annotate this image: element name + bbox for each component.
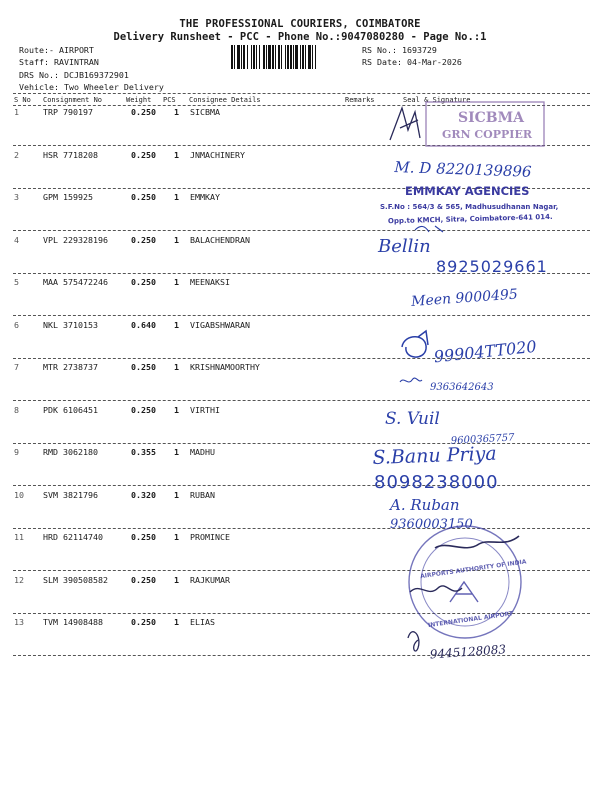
row-sno: 11 xyxy=(14,532,24,542)
row-consignment: MTR 2738737 xyxy=(43,362,98,372)
row-pcs: 1 xyxy=(174,107,179,117)
signature-row-9 xyxy=(372,444,587,494)
row-sno: 13 xyxy=(14,617,24,627)
row-consignment: NKL 3710153 xyxy=(43,319,98,330)
row-divider xyxy=(13,400,590,401)
sicbma-stamp-sub: GRN COPPIER xyxy=(442,128,532,141)
row-consignee: RAJKUMAR xyxy=(190,574,230,585)
emmkay-stamp-name: EMMKAY AGENCIES xyxy=(405,184,530,198)
row-weight: 0.250 xyxy=(131,532,156,542)
handwriting-row-4-phone: 8925029661 xyxy=(436,257,548,276)
handwriting-row-9-name: S.Banu Priya xyxy=(372,442,497,469)
signature-row-4 xyxy=(378,230,588,280)
handwriting-row-2: M. D 8220139896 xyxy=(394,157,532,181)
handwriting-row-5: Meen 9000495 xyxy=(410,286,519,310)
handwriting-row-8-phone: 9600365757 xyxy=(450,432,515,447)
row-sno: 8 xyxy=(14,404,19,415)
handwriting-row-4-name: Bellin xyxy=(378,236,431,257)
row-pcs: 1 xyxy=(174,404,179,415)
signature-row-6 xyxy=(396,325,586,370)
row-pcs: 1 xyxy=(174,574,179,585)
row-sno: 6 xyxy=(14,319,19,330)
row-consignee: ELIAS xyxy=(190,617,215,627)
row-weight: 0.355 xyxy=(131,447,156,457)
emmkay-stamp-address2: Opp.to KMCH, Sitra, Coimbatore-641 014. xyxy=(387,212,553,226)
row-sno: 7 xyxy=(14,362,19,372)
row-pcs: 1 xyxy=(174,149,179,160)
row-consignee: RUBAN xyxy=(190,489,215,500)
handwriting-row-7: 9363642643 xyxy=(430,382,494,393)
row-consignment: MAA 575472246 xyxy=(43,277,108,287)
row-consignment: HRD 62114740 xyxy=(43,532,103,542)
signature-row-2 xyxy=(395,152,595,182)
row-consignee: VIRTHI xyxy=(190,404,220,415)
airport-seal xyxy=(390,520,590,670)
col-weight: Weight xyxy=(126,96,152,104)
col-sno: S No xyxy=(14,96,31,104)
row-pcs: 1 xyxy=(174,617,179,627)
row-consignee: BALACHENDRAN xyxy=(190,234,250,245)
row-consignee: PROMINCE xyxy=(190,532,230,542)
row-weight: 0.320 xyxy=(131,489,156,500)
row-pcs: 1 xyxy=(174,277,179,287)
row-consignment: TRP 790197 xyxy=(43,107,93,117)
drs-number: DRS No.: DCJB169372901 xyxy=(19,70,129,80)
row-pcs: 1 xyxy=(174,447,179,457)
row-pcs: 1 xyxy=(174,234,179,245)
row-consignment: VPL 229328196 xyxy=(43,234,108,245)
row-consignment: HSR 7718208 xyxy=(43,149,98,160)
row-consignee: JNMACHINERY xyxy=(190,149,245,160)
handwriting-row-13: 9445128083 xyxy=(429,642,507,662)
row-sno: 5 xyxy=(14,277,19,287)
row-pcs: 1 xyxy=(174,532,179,542)
row-consignee: SICBMA xyxy=(190,107,220,117)
row-sno: 4 xyxy=(14,234,19,245)
row-weight: 0.250 xyxy=(131,107,156,117)
vehicle-label: Vehicle: Two Wheeler Delivery xyxy=(19,82,164,92)
row-weight: 0.250 xyxy=(131,234,156,245)
row-consignee: VIGABSHWARAN xyxy=(190,319,250,330)
row-consignment: SVM 3821796 xyxy=(43,489,98,500)
airport-seal-line1: AIRPORTS AUTHORITY OF INDIA xyxy=(419,558,527,581)
row-sno: 9 xyxy=(14,447,19,457)
row-weight: 0.250 xyxy=(131,574,156,585)
row-weight: 0.250 xyxy=(131,404,156,415)
row-weight: 0.250 xyxy=(131,277,156,287)
row-weight: 0.250 xyxy=(131,362,156,372)
row-sno: 1 xyxy=(14,107,19,117)
runsheet-title: Delivery Runsheet - PCC - Phone No.:9047080280 - Page No.:1 xyxy=(113,31,487,43)
row-sno: 12 xyxy=(14,574,24,585)
rs-date: RS Date: 04-Mar-2026 xyxy=(362,57,462,67)
row-weight: 0.250 xyxy=(131,617,156,627)
airport-seal-line2: INTERNATIONAL AIRPORT xyxy=(427,610,514,630)
header-top-rule xyxy=(13,93,590,94)
handwriting-row-9-phone: 8098238000 xyxy=(374,472,499,493)
handwriting-row-10-phone: 9360003150 xyxy=(390,517,473,532)
row-consignee: KRISHNAMOORTHY xyxy=(190,362,260,372)
row-consignment: GPM 159925 xyxy=(43,192,93,202)
row-pcs: 1 xyxy=(174,319,179,330)
col-consignment: Consignment No xyxy=(43,96,103,104)
col-signature: Seal & Signature xyxy=(403,96,471,104)
barcode xyxy=(231,45,358,69)
row-weight: 0.640 xyxy=(131,319,156,330)
row-weight: 0.250 xyxy=(131,192,156,202)
company-title: THE PROFESSIONAL COURIERS, COIMBATORE xyxy=(179,18,421,30)
row-sno: 10 xyxy=(14,489,24,500)
col-remarks: Remarks xyxy=(345,96,375,104)
handwriting-row-10-name: A. Ruban xyxy=(390,496,460,514)
row-consignment: SLM 390508582 xyxy=(43,574,108,585)
col-consignee: Consignee Details xyxy=(189,96,261,104)
row-weight: 0.250 xyxy=(131,149,156,160)
rs-number: RS No.: 1693729 xyxy=(362,45,437,55)
signature-row-5 xyxy=(410,284,560,319)
staff-label: Staff: RAVINTRAN xyxy=(19,57,99,67)
emmkay-stamp-address1: S.F.No : 564/3 & 565, Madhusudhanan Nagar, xyxy=(380,203,559,211)
row-sno: 2 xyxy=(14,149,19,160)
row-consignee: MEENAKSI xyxy=(190,277,230,287)
sicbma-seal xyxy=(380,100,580,155)
sicbma-stamp-name: SICBMA xyxy=(458,110,524,126)
row-consignee: EMMKAY xyxy=(190,192,220,202)
row-consignment: RMD 3062180 xyxy=(43,447,98,457)
row-pcs: 1 xyxy=(174,192,179,202)
col-pcs: PCS xyxy=(163,96,176,104)
row-pcs: 1 xyxy=(174,489,179,500)
signature-row-7 xyxy=(400,370,560,400)
row-consignment: PDK 6106451 xyxy=(43,404,98,415)
handwriting-row-6: 99904TT020 xyxy=(432,336,538,367)
row-pcs: 1 xyxy=(174,362,179,372)
row-consignee: MADHU xyxy=(190,447,215,457)
row-sno: 3 xyxy=(14,192,19,202)
route-label: Route:- AIRPORT xyxy=(19,45,94,55)
row-consignment: TVM 14908488 xyxy=(43,617,103,627)
handwriting-row-8-name: S. Vuil xyxy=(385,409,440,429)
